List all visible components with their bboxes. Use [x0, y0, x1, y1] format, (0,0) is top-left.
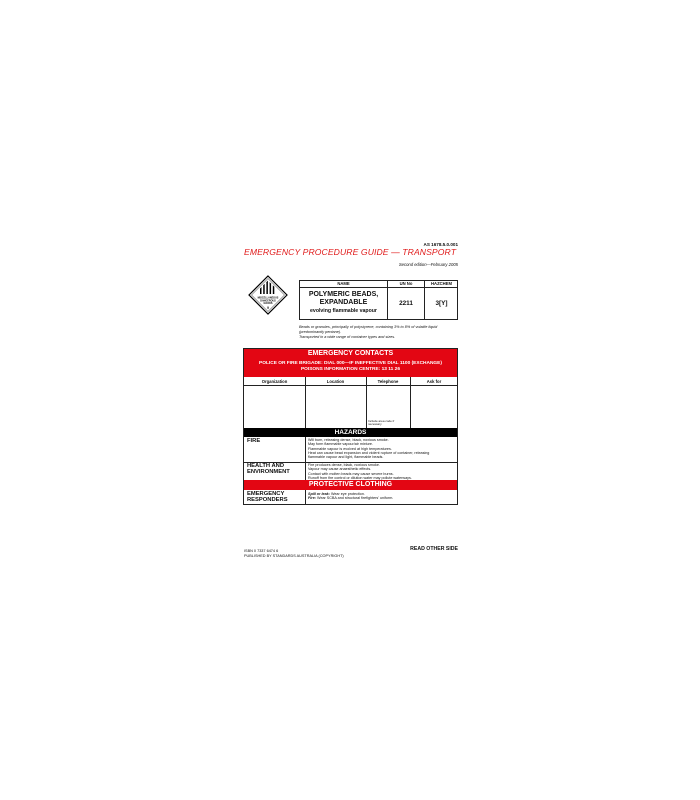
- description-line: Beads or granules, principally of polystyrene, containing 3% to 8% of volatile liquid: [299, 325, 438, 329]
- column-organization: Organization: [261, 378, 288, 384]
- poisons-line: POISONS INFORMATION CENTRE: 13 11 26: [300, 366, 401, 372]
- label-line: HEALTH AND: [247, 463, 285, 469]
- fire-ppe-text: Wear SCBA and structural firefighters' uniform.: [317, 496, 394, 501]
- emergency-responders-row: [244, 490, 457, 505]
- class-9-placard: [248, 275, 288, 315]
- product-description: [299, 325, 459, 339]
- name-header: NAME: [337, 281, 350, 286]
- hazard-line: Fire produces dense, black, noxious smoke.: [308, 463, 380, 467]
- hazard-line: Runoff from fire control or dilution water may pollute waterways.: [308, 475, 412, 480]
- health-hazard-text: [308, 463, 455, 480]
- spill-label: Spill or leak:: [308, 492, 330, 496]
- hazard-line: Will burn, releasing dense, black, noxious smoke.: [308, 438, 389, 442]
- label-line: ENVIRONMENT: [247, 469, 290, 476]
- emergency-contacts-title: EMERGENCY CONTACTS: [244, 349, 457, 359]
- read-other-side: READ OTHER SIDE: [410, 546, 458, 552]
- hazards-title: HAZARDS: [244, 428, 457, 437]
- product-name-line-2: EXPANDABLE: [319, 298, 368, 306]
- publication-info: [244, 549, 344, 559]
- product-table: [299, 280, 458, 320]
- standard-number: AS 1678.5.0.001: [423, 242, 458, 247]
- police-fire-line: POLICE OR FIRE BRIGADE: DIAL 000—IF INEFFECTIVE DIAL 1100 (EXCHANGE): [259, 361, 442, 366]
- hazard-line: May form flammable vapour/air mixture.: [308, 442, 373, 447]
- spill-text: Wear eye protection.: [330, 492, 365, 496]
- fire-hazard-text: [308, 438, 455, 459]
- fire-line: [308, 496, 455, 500]
- fire-hazard-row: [244, 437, 457, 463]
- divider: [305, 377, 306, 428]
- fire-ppe-label: Fire:: [308, 496, 316, 501]
- emergency-responders-label: [247, 491, 288, 503]
- protective-clothing-text: [308, 492, 455, 501]
- column-telephone: Telephone: [377, 378, 399, 384]
- product-name: [300, 291, 387, 306]
- product-name-line-1: POLYMERIC BEADS,: [308, 291, 379, 298]
- divider: [300, 287, 457, 288]
- hazard-line: Vapour may cause anaesthetic effects.: [308, 467, 372, 472]
- area-code-note: Include area code if necessary: [368, 419, 395, 427]
- un-number: 2211: [399, 300, 413, 307]
- hazchem-code: 3[Y]: [435, 300, 448, 307]
- column-location: Location: [326, 378, 345, 384]
- fire-label: FIRE: [247, 438, 261, 444]
- divider: [366, 377, 367, 428]
- edition-date: Second edition—February 2005: [398, 262, 458, 267]
- label-line: RESPONDERS: [247, 497, 288, 504]
- hazard-line: flammable vapour and light, flammable beads.: [308, 455, 384, 460]
- divider: [305, 490, 306, 505]
- hazchem-header: HAZCHEM: [431, 281, 452, 286]
- emergency-contacts-numbers: [244, 359, 457, 377]
- contacts-column-headers: [244, 377, 457, 386]
- label-line: EMERGENCY: [247, 491, 285, 497]
- description-line: Transported in a wide range of container types and sizes.: [299, 334, 396, 339]
- hazard-line: Flammable vapour is evolved at high temperatures.: [308, 446, 392, 451]
- hazard-line: Contact with molten beads may cause severe burns.: [308, 471, 394, 476]
- health-environment-label: [247, 463, 290, 475]
- description-line: (predominantly pentane).: [299, 329, 342, 334]
- divider: [410, 377, 411, 428]
- emergency-info-box: [243, 348, 458, 505]
- protective-clothing-title: PROTECTIVE CLOTHING: [244, 480, 457, 490]
- hazard-line: Heat can cause bead expansion and violent rupture of container, releasing: [308, 450, 430, 455]
- product-subname: evolving flammable vapour: [310, 308, 377, 314]
- health-environment-row: [244, 462, 457, 480]
- isbn: ISBN 0 7337 6474 6: [244, 549, 279, 553]
- placard-text-3: GOODS: [263, 302, 273, 306]
- placard-text-1: MISCELLANEOUS: [257, 296, 279, 300]
- divider: [305, 437, 306, 462]
- divider: [305, 462, 306, 480]
- column-ask-for: Ask for: [426, 378, 442, 384]
- placard-class-number: 9: [267, 306, 269, 310]
- publisher: PUBLISHED BY STANDARDS AUSTRALIA (COPYRIGHT): [244, 554, 344, 558]
- un-number-header: UN No: [399, 281, 413, 286]
- guide-title: EMERGENCY PROCEDURE GUIDE — TRANSPORT: [244, 247, 457, 257]
- placard-text-2: DANGEROUS: [260, 299, 276, 303]
